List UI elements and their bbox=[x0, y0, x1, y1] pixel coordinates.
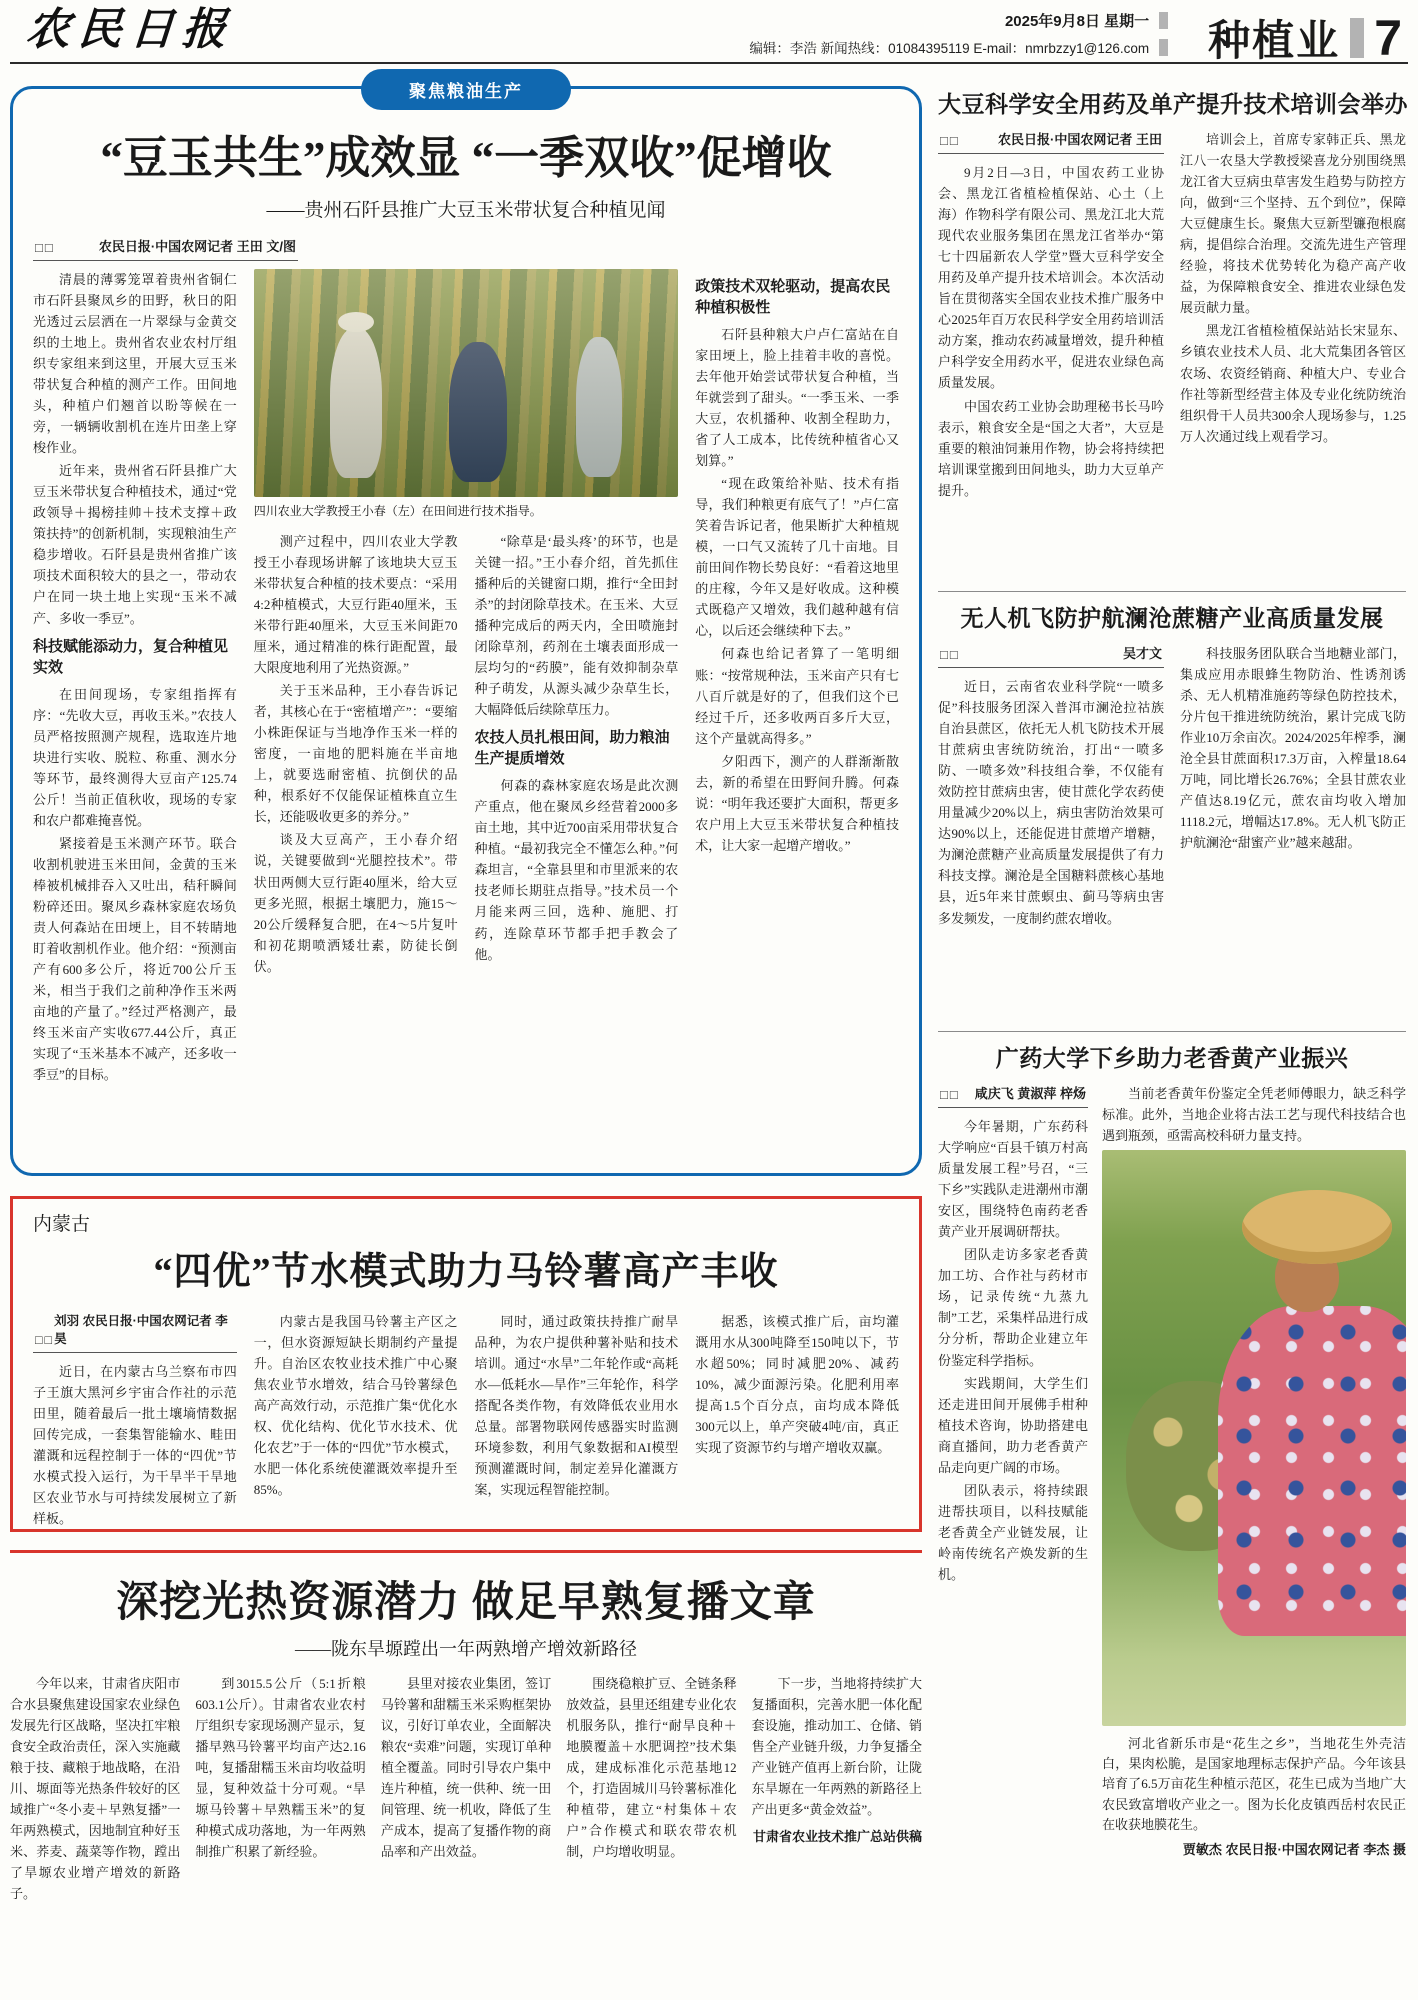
source-note: 甘肃省农业技术推广总站供稿 bbox=[753, 1829, 922, 1845]
peanut-photo-credit: 贾敏杰 农民日报·中国农网记者 李杰 摄 bbox=[1182, 1841, 1406, 1857]
art3-headline: 广药大学下乡助力老香黄产业振兴 bbox=[995, 1046, 1349, 1071]
body-paragraph: 围绕稳粮扩豆、全链条释放效益，县里还组建专业化农机服务队，推行“耐旱良种＋地膜覆盖＋水肥调控”技术集成，建成标准化示范基地12个，打造固城川马铃薯标准化种植带，建立“村集体＋农户”合作模式和联农带农机制，户均增收明显。 bbox=[566, 1676, 737, 1860]
person-figure bbox=[576, 337, 622, 477]
im-byline-row bbox=[33, 1311, 237, 1353]
body-paragraph: 谈及大豆高产，王小春介绍说，关键要做到“光腿控技术”。带状田两侧大豆行距40厘米，给大豆更多光照，根据土壤肥力，施15～20公斤缓释复合肥，在4～5片复叶和初花期喷洒矮壮素，防徒长倒伏。 bbox=[253, 832, 458, 974]
art3-intro: 当前老香黄年份鉴定全凭老师傅眼力，缺乏科学标准。此外，当地企业将古法工艺与现代科技结合也遇到瓶颈，亟需高校科研力量支持。 bbox=[1102, 1086, 1406, 1144]
article-column bbox=[566, 1673, 736, 2000]
masthead-logo: 农民日报 bbox=[24, 4, 236, 55]
byline-mark: □□ bbox=[35, 239, 55, 255]
article-column bbox=[695, 1311, 899, 1533]
peanut-photo-caption: 河北省新乐市是“花生之乡”，当地花生外壳洁白，果肉松脆，是国家地理标志保护产品。今年该县培育了6.5万亩花生种植示范区，花生已成为当地广大农民致富增收产业之一。图为长化皮镇西岳村农民正在收获地膜花生。 bbox=[1102, 1736, 1406, 1832]
body-paragraph: 团队表示，将持续跟进帮扶项目，以科技赋能老香黄全产业链发展，让岭南传统名产焕发新的生机。 bbox=[938, 1482, 1088, 1582]
body-paragraph: 县里对接农业集团，签订马铃薯和甜糯玉米采购框架协议，引好订单农业，全面解决粮农“卖难”问题，实现订单种植全覆盖。同时引导农户集中连片种植，统一供种、统一田间管理、统一机收，降低了生产成本，提高了复播作物的商品率和产出效益。 bbox=[380, 1676, 552, 1860]
body-paragraph: 何森也给记者算了一笔明细账：“按常规种法，玉米亩产只有七八百斤就是好的了，但我们这个已经过千斤，还多收两百多斤大豆，这个产量就高得多。” bbox=[695, 646, 899, 746]
bottom-headline: 深挖光热资源潜力 做足早熟复播文章 bbox=[116, 1580, 816, 1626]
body-paragraph: 夕阳西下，测产的人群渐渐散去，新的希望在田野间升腾。何森说：“明年我还要扩大面积，帮更多农户用上大豆玉米带状复合种植技术，让大家一起增产增收。” bbox=[695, 753, 899, 853]
article-column bbox=[938, 129, 1164, 581]
body-paragraph: 同时，通过政策扶持推广耐旱品种，为农户提供种薯补贴和技术培训。通过“水旱”二年轮作或“高耗水—低耗水—旱作”三年轮作，科学搭配各类作物，有效降低农业用水总量。部署物联网传感器实时监测环境参数，利用气象数据和AI模型预测灌溉时间，制定差异化灌溉方案，实现远程智能控制。 bbox=[474, 1314, 679, 1498]
article-column bbox=[695, 269, 899, 1135]
art1-byline-row bbox=[938, 129, 1164, 154]
body-paragraph: 团队走访多家老香黄加工坊、合作社与药材市场，记录传统“九蒸九制”工艺，采集样品进行成分分析，帮助企业建立年份鉴定科学指标。 bbox=[938, 1247, 1088, 1368]
body-paragraph: 测产过程中，四川农业大学教授王小春现场讲解了该地块大豆玉米带状复合种植的技术要点：“采用4:2种植模式，大豆行距40厘米，玉米带行距40厘米，大豆玉米间距70厘米，通过精准的株行距配置，最大限度地利用了光热资源。” bbox=[253, 533, 458, 676]
article-divider bbox=[938, 1031, 1406, 1032]
im-byline: 刘羽 农民日报·中国农网记者 李昊 bbox=[54, 1314, 228, 1346]
body-paragraph: 据悉，该模式推广后，亩均灌溉用水从300吨降至150吨以下，节水超50%；同时减肥20%、减药10%，减少面源污染。化肥利用率提高1.5个百分点，亩均成本降低300元以上，单产突破4吨/亩，真正实现了资源节约与增产增收双赢。 bbox=[695, 1314, 899, 1456]
body-paragraph: 培训会上，首席专家韩正兵、黑龙江八一农垦大学教授梁喜龙分别围绕黑龙江省大豆病虫草害发生趋势与防控方向，做到“三个坚持、五个到位”，保障大豆健康生长。聚焦大豆新型镰孢根腐病，提倡综合治理。交流先进生产管理经验，将技术优势转化为稳产高产收益，为保障粮食安全、推进农业绿色发展贡献力量。 bbox=[1180, 132, 1406, 316]
article-column bbox=[10, 1673, 180, 2000]
byline-mark: □□ bbox=[35, 1333, 55, 1347]
page-number: 7 bbox=[1374, 10, 1402, 66]
body-paragraph: 何森的森林家庭农场是此次测产重点，他在聚凤乡经营着2000多亩土地，其中近700亩采用带状复合种植。“最初我完全不懂怎么种。”何森坦言，“全靠县里和市里派来的农技老师长期驻点指导。”技术员一个月能来两三回，选种、施肥、打药，连除草环节都手把手教会了他。 bbox=[474, 778, 679, 962]
person-figure bbox=[449, 342, 507, 482]
main-byline-row bbox=[33, 236, 298, 261]
body-paragraph: 下一步，当地将持续扩大复播面积，完善水肥一体化配套设施，推动加工、仓储、销售全产业链升级，力争复播全产业链产值再上新台阶，让陇东旱塬在一年两熟的新路径上产出更多“黄金效益”。 bbox=[751, 1676, 922, 1818]
byline-mark: □□ bbox=[940, 647, 960, 662]
article-doyu-main bbox=[10, 82, 922, 1176]
straw-hat-figure bbox=[1242, 1190, 1392, 1264]
date-row bbox=[1005, 10, 1168, 31]
article-column bbox=[254, 1311, 458, 1533]
body-paragraph: 黑龙江省植检植保站站长宋显东、乡镇农业技术人员、北大荒集团各管区农场、农资经销商、种植大户、专业合作社等新型经营主体及专业化统防统治组织骨干人员共300余人现场参与，1.25万人次通过线上观看学习。 bbox=[1180, 323, 1406, 444]
art3-right-block bbox=[1102, 1083, 1406, 1895]
article-column bbox=[938, 1083, 1088, 1895]
main-dek: ——贵州石阡县推广大豆玉米带状复合种植见闻 bbox=[266, 199, 666, 221]
art2-headline: 无人机飞防护航澜沧蔗糖产业高质量发展 bbox=[960, 606, 1384, 631]
article-longdong bbox=[10, 1569, 922, 2000]
farmer-figure bbox=[1218, 1306, 1406, 1636]
body-paragraph: 近年来，贵州省石阡县推广大豆玉米带状复合种植技术，通过“党政领导＋揭榜挂帅＋技术支撑＋政策扶持”的创新机制，实现粮油生产稳步增收。石阡县是贵州省推广该项技术面积较大的县之一，带动农户在同一块土地上实现“玉米不减产、多收一季豆”。 bbox=[33, 463, 237, 626]
article-column bbox=[381, 1673, 551, 2000]
article-column bbox=[33, 1311, 237, 1533]
header-meta bbox=[749, 6, 1168, 57]
left-section bbox=[10, 72, 922, 2000]
section-title: 种植业 bbox=[1208, 17, 1341, 64]
art1-body bbox=[938, 129, 1406, 581]
body-paragraph: 到3015.5公斤（5:1折粮603.1公斤）。甘肃省农业农村厅组织专家现场测产显示，复播早熟马铃薯平均亩产达2.16吨，复播甜糯玉米亩均收益明显，复种效益十分可观。“旱塬马铃薯＋早熟糯玉米”的复种模式成功落地，为一年两熟制推广积累了新经验。 bbox=[195, 1676, 366, 1860]
article-column bbox=[254, 531, 458, 1135]
photo-caption: 四川农业大学教授王小春（左）在田间进行技术指导。 bbox=[253, 503, 542, 518]
article-neimenggu bbox=[10, 1196, 922, 1532]
article-column bbox=[475, 1311, 679, 1533]
body-paragraph: 在田间现场，专家组指挥有序：“先收大豆，再收玉米。”农技人员严格按照测产规程，选取连片地块进行实收、脱粒、称重、测水分等环节，最终测得大豆亩产125.74公斤！当前正值秋收，现场的专家和农户都难掩喜悦。 bbox=[33, 686, 237, 828]
section-block bbox=[1208, 6, 1402, 68]
divider-bar bbox=[1350, 18, 1364, 58]
person-figure bbox=[330, 328, 382, 478]
divider-bar bbox=[1159, 39, 1168, 56]
article-column bbox=[195, 1673, 365, 2000]
body-paragraph: 今年暑期，广东药科大学响应“百县千镇万村高质量发展工程”号召，“三下乡”实践队走进潮州市潮安区，围绕特色南药老香黄产业开展调研帮扶。 bbox=[938, 1119, 1088, 1240]
cornfield-photo-figure bbox=[254, 269, 679, 531]
art3-body bbox=[938, 1083, 1406, 1895]
page-header bbox=[24, 4, 1402, 66]
article-column bbox=[33, 269, 237, 1135]
body-paragraph: 今年以来，甘肃省庆阳市合水县聚焦建设国家农业绿色发展先行区战略，坚决扛牢粮食安全政治责任，深入实施藏粮于技、藏粮于地战略，在沿川、塬面等光热条件较好的区域推广“冬小麦＋早熟复播”一年两熟模式，因地制宜种好玉米、荞麦、蔬菜等作物，蹚出了旱塬农业增产增效的新路子。 bbox=[10, 1676, 181, 1902]
body-paragraph: 9月2日—3日，中国农药工业协会、黑龙江省植检植保站、心土（上海）作物科学有限公司、黑龙江北大荒现代农业服务集团在黑龙江省举办“第七十四届新农人学堂”暨大豆科学安全用药及单产提升技术培训会。本次活动旨在贯彻落实全国农业技术推广服务中心2025年百万农民科学安全用药培训活动方案，推动农药减量增效，提升种植户科学安全用药水平，促进农业绿色高质量发展。 bbox=[938, 165, 1164, 391]
main-headline: “豆玉共生”成效显 “一季双收”促增收 bbox=[100, 133, 832, 183]
article-column bbox=[938, 643, 1164, 1021]
editor-line: 编辑：李浩 新闻热线：01084395119 E-mail：nmrbzzy1@126.com bbox=[749, 41, 1150, 56]
right-section bbox=[938, 80, 1406, 1895]
body-paragraph: “现在政策给补贴、技术有指导，我们种粮更有底气了！”卢仁富笑着告诉记者，他果断扩大种植规模，一口气又流转了几十亩地。目前田间作物长势良好：“看着这地里的庄稼，今年又是好收成。这种模式既稳产又增效，我们越种越有信心，以后还会继续种下去。” bbox=[695, 476, 899, 639]
main-byline: 农民日报·中国农网记者 王田 文/图 bbox=[98, 238, 296, 254]
art1-headline: 大豆科学安全用药及单产提升技术培训会举办 bbox=[938, 92, 1408, 117]
body-paragraph: 内蒙古是我国马铃薯主产区之一，但水资源短缺长期制约产量提升。自治区农牧业技术推广中心聚焦农业节水增效，结合马铃薯绿色高产高效行动，示范推广集“优化水权、优化结构、优化节水技术、优化农艺”于一体的“四优”节水模式，水肥一体化系统使灌溉效率提升至85%。 bbox=[253, 1314, 458, 1498]
main-article-body bbox=[33, 269, 899, 1135]
article-column-text bbox=[33, 1361, 237, 1529]
body-paragraph: 实践期间，大学生们还走进田间开展佛手柑种植技术咨询，协助搭建电商直播间，助力老香黄产品走向更广阔的市场。 bbox=[938, 1375, 1088, 1475]
art2-body bbox=[938, 643, 1406, 1021]
body-paragraph: 近日，在内蒙古乌兰察布市四子王旗大黑河乡宇宙合作社的示范田里，随着最后一批土壤墒情数据回传完成，一套集智能输水、畦田灌溉和远程控制于一体的“四优”节水模式投入运行，为干旱半干旱地区农业节水与可持续发展树立了新样板。 bbox=[33, 1364, 237, 1527]
date-text: 2025年9月8日 星期一 bbox=[1004, 13, 1150, 30]
body-paragraph: “除草是‘最头疼’的环节，也是关键一招。”王小春介绍，首先抓住播种后的关键窗口期，推行“全田封杀”的封闭除草技术。在玉米、大豆播种完成后的两天内，全田喷施封闭除草剂，药剂在土壤表面形成一层均匀的“药膜”，能有效抑制杂草种子萌发，从源头减少杂草生长，大幅降低后续除草压力。 bbox=[474, 533, 679, 718]
body-paragraph: 清晨的薄雾笼罩着贵州省铜仁市石阡县聚凤乡的田野，秋日的阳光透过云层洒在一片翠绿与金黄交织的土地上。贵州省农业农村厅组织专家组来到这里，开展大豆玉米带状复合种植的测产工作。田间地头，种植户们翘首以盼等候在一旁，一辆辆收割机在连片田垄上穿梭作业。 bbox=[33, 271, 237, 456]
art2-byline: 吴才文 bbox=[1122, 646, 1162, 661]
article-soybean-training bbox=[938, 86, 1406, 581]
article-column-text bbox=[938, 162, 1164, 501]
bottom-article-body bbox=[10, 1673, 922, 2000]
im-headline: “四优”节水模式助力马铃薯高产丰收 bbox=[153, 1251, 779, 1293]
body-paragraph: 关于玉米品种，王小春告诉记者，其核心在于“密植增产”：“要缩小株距保证与当地净作玉米一样的密度，一亩地的肥料施在半亩地上，就要选耐密植、抗倒伏的品种，根系好不仅能保证植株直立生长，还能吸收更多的养分。” bbox=[253, 683, 458, 825]
article-column bbox=[1180, 129, 1406, 581]
byline-mark: □□ bbox=[940, 1087, 960, 1102]
body-paragraph: 中国农药工业协会助理秘书长马吟表示，粮食安全是“国之大者”，大豆是重要的粮油饲兼用作物，协会将持续把培训课堂搬到田间地头，助力大豆单产提升。 bbox=[938, 398, 1164, 498]
column-subhead: 农技人员扎根田间，助力粮油生产提质增效 bbox=[474, 729, 670, 768]
column-subhead: 科技赋能添动力，复合种植见实效 bbox=[33, 637, 229, 676]
article-column bbox=[475, 531, 679, 1135]
article-column-text bbox=[938, 676, 1164, 929]
body-paragraph: 紧接着是玉米测产环节。联合收割机驶进玉米田间，金黄的玉米棒被机械排吞入又吐出，秸秆瞬间粉碎还田。聚凤乡森林家庭农场负责人何森站在田埂上，目不转睛地盯着收割机作业。他介绍：“预测亩产有600多公斤，将近700公斤玉米，相当于我们之前种净作玉米两亩地的产量了。”经过严格测产，最终玉米亩产实收677.44公斤，真正实现了“玉米基本不减产，还多收一季豆”的目标。 bbox=[33, 835, 237, 1083]
bottom-dek: ——陇东旱塬蹚出一年两熟增产增效新路径 bbox=[295, 1639, 637, 1659]
region-kicker: 内蒙古 bbox=[33, 1214, 91, 1235]
body-paragraph: 石阡县种粮大户卢仁富站在自家田埂上，脸上挂着丰收的喜悦。去年他开始尝试带状复合种植，当年就尝到了甜头。“一季玉米、一季大豆，农机播种、收割全程助力，省了人工成本，比传统种植省心又划算。” bbox=[695, 326, 899, 469]
article-column bbox=[1180, 643, 1406, 1021]
body-paragraph: 近日，云南省农业科学院“一喷多促”科技服务团深入普洱市澜沧拉祜族自治县蔗区，依托无人机飞防技术开展甘蔗病虫害统防统治，打出“一喷多防、一喷多效”科技组合拳，不仅能有效防控甘蔗病虫害，使甘蔗化学农药使用量减少20%以上，病虫害防治效果可达90%以上，还能促进甘蔗增产增糖，为澜沧蔗糖产业高质量发展提供了有力科技支撑。澜沧是全国糖料蔗核心基地县，近5年来甘蔗螟虫、蓟马等病虫害多发频发，一度制约蔗农增收。 bbox=[938, 679, 1164, 926]
column-subhead: 政策技术双轮驱动，提高农民种植积极性 bbox=[695, 277, 891, 316]
article-divider bbox=[938, 591, 1406, 592]
cornfield-photo bbox=[254, 269, 679, 497]
focus-badge: 聚焦粮油生产 bbox=[361, 69, 571, 110]
peanut-harvest-photo bbox=[1102, 1150, 1406, 1726]
body-paragraph: 科技服务团队联合当地糖业部门，集成应用赤眼蜂生物防治、性诱剂诱杀、无人机精准施药等绿色防控技术，分片包干推进统防统治，累计完成飞防作业10万余亩次。2024/2025年榨季，澜沧全县甘蔗面积17.3万亩，入榨量18.64万吨，同比增长26.76%；全县甘蔗农业产值达8.19亿元，蔗农亩均收入增加1118.2元，增幅达17.8%。无人机飞防正护航澜沧“甜蜜产业”越来越甜。 bbox=[1180, 646, 1406, 851]
art1-byline: 农民日报·中国农网记者 王田 bbox=[998, 132, 1162, 147]
byline-mark: □□ bbox=[940, 133, 960, 148]
article-drone-sugarcane bbox=[938, 600, 1406, 1021]
art3-byline: 咸庆飞 黄淑萍 梓炀 bbox=[974, 1086, 1086, 1101]
article-column bbox=[752, 1673, 922, 2000]
editor-row bbox=[749, 37, 1168, 57]
divider-bar bbox=[1159, 12, 1168, 29]
header-rule bbox=[10, 62, 1408, 64]
im-article-body bbox=[33, 1311, 899, 1533]
article-laoxianghuang bbox=[938, 1040, 1406, 1895]
red-divider-rule bbox=[10, 1550, 922, 1553]
article-column-text bbox=[938, 1116, 1088, 1585]
art2-byline-row bbox=[938, 643, 1164, 668]
art3-byline-row bbox=[938, 1083, 1088, 1108]
